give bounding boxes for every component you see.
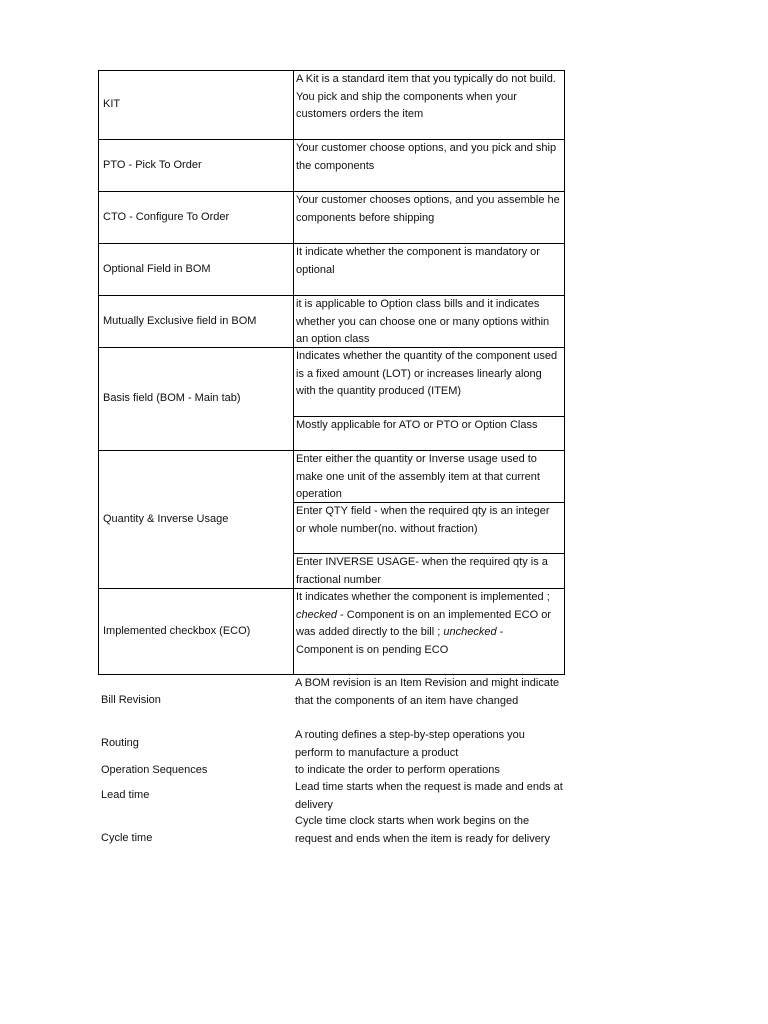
list-item-definition: Lead time starts when the request is made and ends at delivery bbox=[295, 781, 563, 811]
list-item-term: Cycle time bbox=[101, 832, 153, 844]
table-row-definition: Indicates whether the quantity of the component used is a fixed amount (LOT) or increases linearly along with the quantity produced (ITEM) bbox=[293, 347, 565, 416]
table-row-term bbox=[98, 347, 293, 450]
table-row-definition: Enter either the quantity or Inverse usage used to make one unit of the assembly item at that current operation bbox=[293, 450, 565, 502]
definition-emphasis: checked bbox=[296, 608, 337, 621]
table-row-definition: Enter QTY field - when the required qty is an integer or whole number(no. without fraction) bbox=[293, 502, 565, 553]
list-item-term: Routing bbox=[101, 737, 139, 749]
definition-text: - Component is on an implemented ECO or was added directly to the bill ; bbox=[296, 608, 551, 638]
table-row-term bbox=[98, 191, 293, 243]
table-row-term bbox=[98, 70, 293, 139]
definition-text: It indicates whether the component is implemented ; bbox=[296, 591, 550, 603]
list-item-definition: A routing defines a step-by-step operations you perform to manufacture a product bbox=[295, 729, 525, 759]
table-row-definition: it is applicable to Option class bills and it indicates whether you can choose one or many options within an option class bbox=[293, 295, 565, 347]
term-text: Basis field (BOM - Main tab) bbox=[103, 392, 241, 405]
term-text: Optional Field in BOM bbox=[103, 262, 211, 275]
list-item-definition: A BOM revision is an Item Revision and might indicate that the components of an item have changed bbox=[295, 677, 560, 707]
table-row-term bbox=[98, 139, 293, 191]
list-item-term: Operation Sequences bbox=[101, 764, 208, 776]
list-item-term: Lead time bbox=[101, 789, 150, 801]
table-row-term bbox=[98, 243, 293, 295]
definition-text: - Component is on pending ECO bbox=[296, 626, 504, 656]
term-text: CTO - Configure To Order bbox=[103, 210, 230, 223]
table-row-definition: It indicate whether the component is mandatory or optional bbox=[293, 243, 565, 295]
table-row-term bbox=[98, 588, 293, 675]
list-item-definition: to indicate the order to perform operations bbox=[295, 764, 500, 776]
list-item-definition: Cycle time clock starts when work begins on the request and ends when the item is ready for delivery bbox=[295, 815, 550, 845]
table-row-term bbox=[98, 450, 293, 588]
term-text: Implemented checkbox (ECO) bbox=[103, 624, 251, 637]
definition-emphasis: unchecked bbox=[443, 626, 497, 638]
table-row-definition: Your customer chooses options, and you assemble he components before shipping bbox=[293, 191, 565, 243]
term-text: Quantity & Inverse Usage bbox=[103, 512, 229, 525]
list-item-term: Bill Revision bbox=[101, 694, 161, 706]
table-row-term bbox=[98, 295, 293, 347]
term-text: PTO - Pick To Order bbox=[103, 158, 202, 171]
table-row-definition: A Kit is a standard item that you typically do not build. You pick and ship the components when your customers orders the item bbox=[293, 70, 565, 139]
table-row-definition: Mostly applicable for ATO or PTO or Option Class bbox=[293, 416, 565, 450]
table-row-definition bbox=[293, 588, 565, 675]
table-row-definition: Enter INVERSE USAGE- when the required qty is a fractional number bbox=[293, 553, 565, 588]
table-row-definition: Your customer choose options, and you pick and ship the components bbox=[293, 139, 565, 191]
term-text: KIT bbox=[103, 98, 121, 111]
term-text: Mutually Exclusive field in BOM bbox=[103, 314, 257, 327]
